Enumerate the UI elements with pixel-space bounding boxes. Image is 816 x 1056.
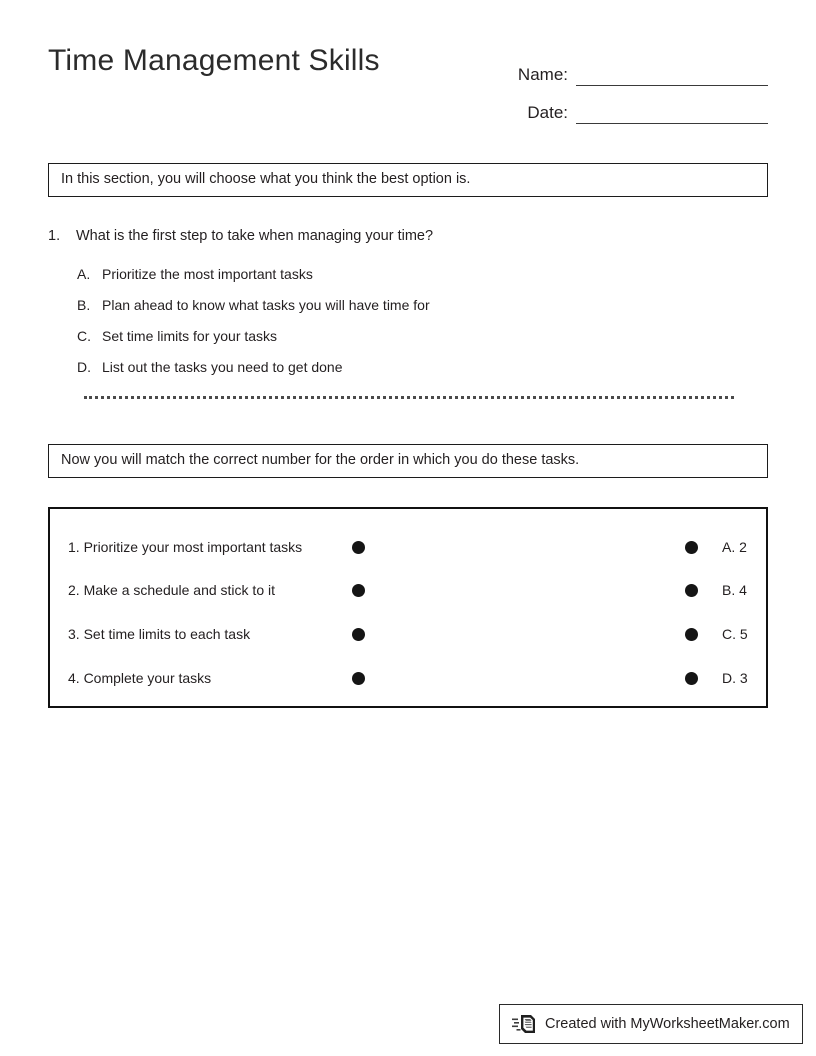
matching-left-item-3: 3. Set time limits to each task <box>68 626 251 642</box>
matching-left-dot-4[interactable] <box>352 672 365 685</box>
matching-left-item-1: 1. Prioritize your most important tasks <box>68 539 303 555</box>
matching-right-dot-2[interactable] <box>685 584 698 597</box>
name-field-label: Name: <box>517 65 568 84</box>
page-title: Time Management Skills <box>48 44 380 77</box>
question-prompt: What is the first step to take when managing your time? <box>76 228 434 244</box>
matching-left-dot-1[interactable] <box>352 541 365 554</box>
matching-left-item-4: 4. Complete your tasks <box>68 670 212 686</box>
matching-exercise-box <box>48 507 768 708</box>
matching-instruction-text: Now you will match the correct number for the order in which you do these tasks. <box>61 452 580 469</box>
matching-right-dot-3[interactable] <box>685 628 698 641</box>
answer-choice-c[interactable] <box>77 328 768 344</box>
matching-instruction-box <box>48 444 768 478</box>
answer-choice-b-text: Plan ahead to know what tasks you will have time for <box>102 297 430 313</box>
matching-right-item-3: C. 5 <box>722 626 748 642</box>
name-input-line[interactable] <box>576 65 768 86</box>
matching-row-3 <box>50 612 766 656</box>
date-field-row <box>458 86 768 124</box>
date-field-label: Date: <box>527 103 568 122</box>
worksheet-maker-logo-icon <box>512 1012 538 1036</box>
matching-right-item-4: D. 3 <box>722 670 748 686</box>
answer-choice-c-text: Set time limits for your tasks <box>102 328 278 344</box>
multiple-choice-instruction-text: In this section, you will choose what you think the best option is. <box>61 171 471 188</box>
question-number: 1. <box>48 228 61 244</box>
matching-right-dot-4[interactable] <box>685 672 698 685</box>
answer-choice-b[interactable] <box>77 297 768 313</box>
answer-choice-b-letter: B. <box>77 297 91 313</box>
matching-right-item-2: B. 4 <box>722 582 747 598</box>
question-block-1 <box>48 228 768 390</box>
matching-left-dot-2[interactable] <box>352 584 365 597</box>
answer-choice-d[interactable] <box>77 359 768 375</box>
matching-left-item-2: 2. Make a schedule and stick to it <box>68 582 275 598</box>
answer-choice-d-letter: D. <box>77 359 91 375</box>
name-date-group <box>458 48 768 124</box>
matching-row-4 <box>50 656 766 700</box>
worksheet-header <box>48 44 768 124</box>
matching-row-2 <box>50 568 766 612</box>
matching-row-1 <box>50 525 766 569</box>
question-prompt-row <box>48 228 768 244</box>
date-input-line[interactable] <box>576 103 768 124</box>
multiple-choice-instruction-box <box>48 163 768 197</box>
answer-choice-d-text: List out the tasks you need to get done <box>102 359 343 375</box>
footer-attribution-text: Created with MyWorksheetMaker.com <box>545 1016 790 1032</box>
matching-right-dot-1[interactable] <box>685 541 698 554</box>
name-field-row <box>458 48 768 86</box>
footer-attribution-badge[interactable] <box>499 1004 803 1044</box>
matching-left-dot-3[interactable] <box>352 628 365 641</box>
answer-choice-a-letter: A. <box>77 266 91 282</box>
answer-choice-c-letter: C. <box>77 328 91 344</box>
matching-right-item-1: A. 2 <box>722 539 747 555</box>
answer-choice-a[interactable] <box>77 266 768 282</box>
answer-choice-list <box>48 266 768 375</box>
answer-choice-a-text: Prioritize the most important tasks <box>102 266 313 282</box>
answer-write-in-line[interactable] <box>84 396 734 402</box>
